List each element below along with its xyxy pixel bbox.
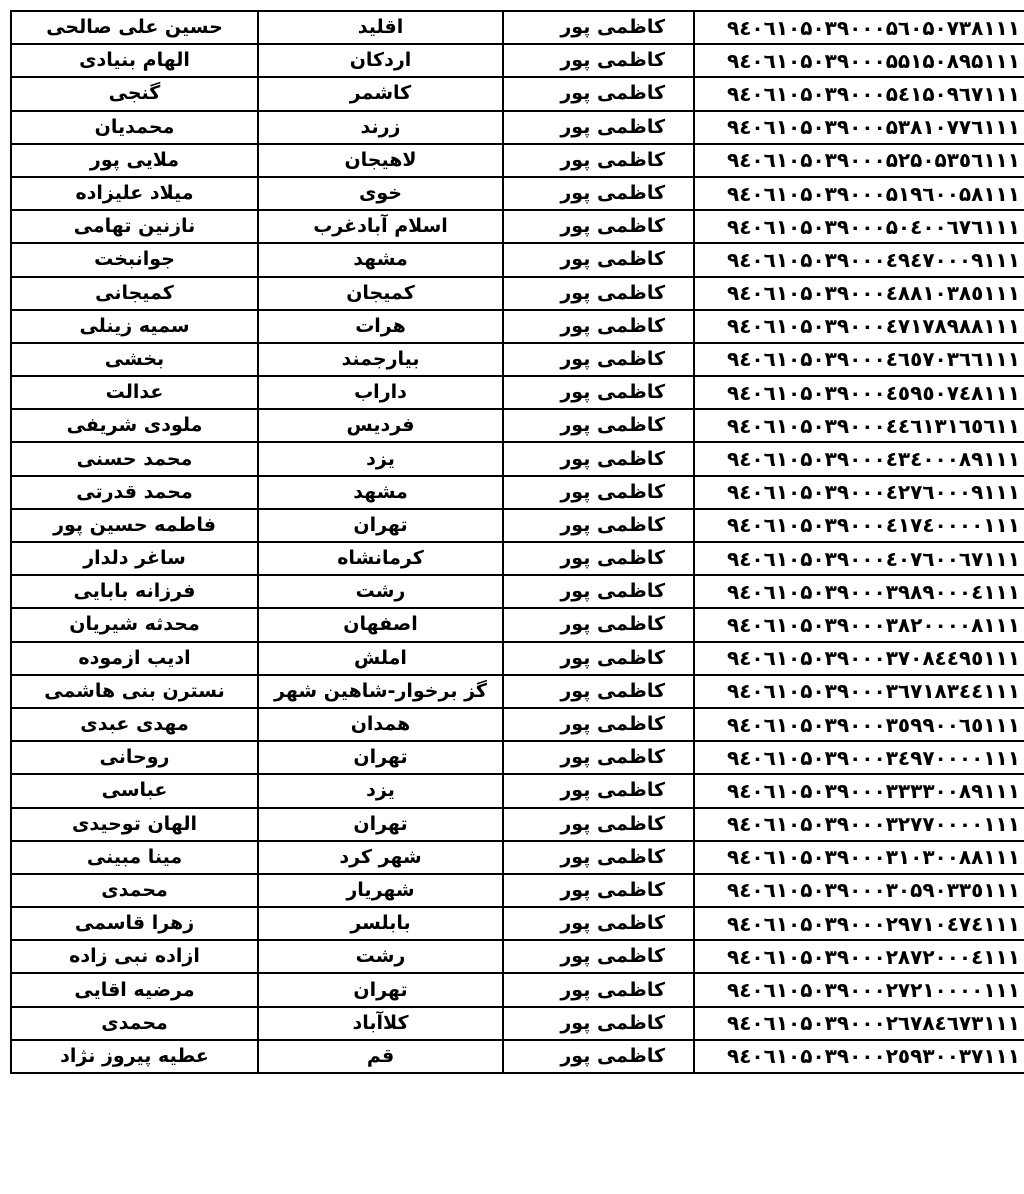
agent-cell: کاظمی پور [503,642,694,675]
table-row [11,973,1024,1006]
tracking-code-cell: ۹٤۰٦۱۰۵۰۳۹۰۰۰۲۹۷۱۰٤۷٤۱۱۱ [694,907,1024,940]
city-cell: کاشمر [258,77,503,110]
tracking-code-cell: ۹٤۰٦۱۰۵۰۳۹۰۰۰۳٤۹۷۰۰۰۰۱۱۱ [694,741,1024,774]
tracking-code-cell: ۹٤۰٦۱۰۵۰۳۹۰۰۰٤٤٦۱۳۱٦٥٦۱۱ [694,409,1024,442]
table-row [11,774,1024,807]
tracking-code-cell: ۹٤۰٦۱۰۵۰۳۹۰۰۰٤۳٤۰۰۰۸۹۱۱۱ [694,442,1024,475]
tracking-code-cell: ۹٤۰٦۱۰۵۰۳۹۰۰۰۳٦۷۱۸۳٤٤۱۱۱ [694,675,1024,708]
table-row [11,310,1024,343]
agent-cell: کاظمی پور [503,1007,694,1040]
table-row [11,210,1024,243]
tracking-code-cell: ۹٤۰٦۱۰۵۰۳۹۰۰۰٤۲۷٦۰۰۰۹۱۱۱ [694,476,1024,509]
city-cell: بابلسر [258,907,503,940]
table-row [11,940,1024,973]
agent-cell: کاظمی پور [503,675,694,708]
city-cell: زرند [258,111,503,144]
person-name-cell: ملایی پور [11,144,258,177]
city-cell: کلاآباد [258,1007,503,1040]
table-row [11,642,1024,675]
table-row [11,409,1024,442]
tracking-code-cell: ۹٤۰٦۱۰۵۰۳۹۰۰۰٤٦٥۷۰۳٦٦۱۱۱ [694,343,1024,376]
tracking-code-cell: ۹٤۰٦۱۰۵۰۳۹۰۰۰۲٥۹۳۰۰۳۷۱۱۱ [694,1040,1024,1073]
agent-cell: کاظمی پور [503,774,694,807]
tracking-code-cell: ۹٤۰٦۱۰۵۰۳۹۰۰۰۲۸۷۲۰۰۰٤۱۱۱ [694,940,1024,973]
agent-cell: کاظمی پور [503,44,694,77]
person-name-cell: فرزانه بابایی [11,575,258,608]
agent-cell: کاظمی پور [503,708,694,741]
records-table-body [11,11,1024,1073]
tracking-code-cell: ۹٤۰٦۱۰۵۰۳۹۰۰۰۲۷۲۱۰۰۰۰۱۱۱ [694,973,1024,1006]
person-name-cell: ملودی شریفی [11,409,258,442]
agent-cell: کاظمی پور [503,243,694,276]
person-name-cell: جوانبخت [11,243,258,276]
table-row [11,808,1024,841]
person-name-cell: محمدی [11,874,258,907]
city-cell: شهریار [258,874,503,907]
person-name-cell: ساغر دلدار [11,542,258,575]
tracking-code-cell: ۹٤۰٦۱۰۵۰۳۹۰۰۰٤۱۷٤۰۰۰۰۱۱۱ [694,509,1024,542]
person-name-cell: مهدی عبدی [11,708,258,741]
table-row [11,476,1024,509]
city-cell: اصفهان [258,608,503,641]
person-name-cell: محمد قدرتی [11,476,258,509]
city-cell: هرات [258,310,503,343]
table-row [11,841,1024,874]
tracking-code-cell: ۹٤۰٦۱۰۵۰۳۹۰۰۰۵۲۵۰۵۳٥٦۱۱۱ [694,144,1024,177]
person-name-cell: الهام بنیادی [11,44,258,77]
person-name-cell: محدثه شیریان [11,608,258,641]
city-cell: یزد [258,442,503,475]
table-row [11,442,1024,475]
person-name-cell: سمیه زینلی [11,310,258,343]
tracking-code-cell: ۹٤۰٦۱۰۵۰۳۹۰۰۰٤۰۷٦۰۰٦۷۱۱۱ [694,542,1024,575]
agent-cell: کاظمی پور [503,277,694,310]
agent-cell: کاظمی پور [503,177,694,210]
city-cell: کمیجان [258,277,503,310]
tracking-code-cell: ۹٤۰٦۱۰۵۰۳۹۰۰۰٤۷۱۷۸۹۸۸۱۱۱ [694,310,1024,343]
agent-cell: کاظمی پور [503,111,694,144]
agent-cell: کاظمی پور [503,376,694,409]
person-name-cell: حسین علی صالحی [11,11,258,44]
person-name-cell: ازاده نبی زاده [11,940,258,973]
tracking-code-cell: ۹٤۰٦۱۰۵۰۳۹۰۰۰۵۵۱۵۰۸۹۵۱۱۱ [694,44,1024,77]
city-cell: بیارجمند [258,343,503,376]
agent-cell: کاظمی پور [503,1040,694,1073]
tracking-code-cell: ۹٤۰٦۱۰۵۰۳۹۰۰۰٤۸۸۱۰۳۸٥۱۱۱ [694,277,1024,310]
person-name-cell: زهرا قاسمی [11,907,258,940]
city-cell: گز برخوار-شاهین شهر [258,675,503,708]
city-cell: خوی [258,177,503,210]
table-row [11,608,1024,641]
city-cell: رشت [258,575,503,608]
city-cell: تهران [258,973,503,1006]
person-name-cell: محمد حسنی [11,442,258,475]
person-name-cell: کمیجانی [11,277,258,310]
agent-cell: کاظمی پور [503,841,694,874]
city-cell: یزد [258,774,503,807]
tracking-code-cell: ۹٤۰٦۱۰۵۰۳۹۰۰۰۳۰۵۹۰۳۳٥۱۱۱ [694,874,1024,907]
table-row [11,243,1024,276]
records-sheet [10,10,1020,1074]
city-cell: داراب [258,376,503,409]
table-row [11,11,1024,44]
person-name-cell: مرضیه اقایی [11,973,258,1006]
agent-cell: کاظمی پور [503,741,694,774]
person-name-cell: گنجی [11,77,258,110]
city-cell: مشهد [258,243,503,276]
agent-cell: کاظمی پور [503,973,694,1006]
person-name-cell: ادیب ازموده [11,642,258,675]
table-row [11,1040,1024,1073]
agent-cell: کاظمی پور [503,874,694,907]
table-row [11,575,1024,608]
agent-cell: کاظمی پور [503,310,694,343]
city-cell: فردیس [258,409,503,442]
table-row [11,874,1024,907]
city-cell: اردکان [258,44,503,77]
tracking-code-cell: ۹٤۰٦۱۰۵۰۳۹۰۰۰۵٦۰۵۰۷۳۸۱۱۱ [694,11,1024,44]
city-cell: کرمانشاه [258,542,503,575]
agent-cell: کاظمی پور [503,575,694,608]
tracking-code-cell: ۹٤۰٦۱۰۵۰۳۹۰۰۰۲٦۷۸٤٦۷۳۱۱۱ [694,1007,1024,1040]
table-row [11,144,1024,177]
table-row [11,177,1024,210]
agent-cell: کاظمی پور [503,542,694,575]
tracking-code-cell: ۹٤۰٦۱۰۵۰۳۹۰۰۰۵۳۸۱۰۷۷٦۱۱۱ [694,111,1024,144]
table-row [11,77,1024,110]
agent-cell: کاظمی پور [503,77,694,110]
table-row [11,44,1024,77]
table-row [11,111,1024,144]
tracking-code-cell: ۹٤۰٦۱۰۵۰۳۹۰۰۰۵۰٤۰۰٦۷٦۱۱۱ [694,210,1024,243]
agent-cell: کاظمی پور [503,409,694,442]
table-row [11,277,1024,310]
agent-cell: کاظمی پور [503,808,694,841]
city-cell: شهر کرد [258,841,503,874]
person-name-cell: الهان توحیدی [11,808,258,841]
agent-cell: کاظمی پور [503,907,694,940]
table-row [11,343,1024,376]
tracking-code-cell: ۹٤۰٦۱۰۵۰۳۹۰۰۰۳۷۰۸٤٤۹٥۱۱۱ [694,642,1024,675]
city-cell: اقلید [258,11,503,44]
person-name-cell: بخشی [11,343,258,376]
person-name-cell: عدالت [11,376,258,409]
agent-cell: کاظمی پور [503,442,694,475]
table-row [11,509,1024,542]
tracking-code-cell: ۹٤۰٦۱۰۵۰۳۹۰۰۰۳۸۲۰۰۰۰۸۱۱۱ [694,608,1024,641]
tracking-code-cell: ۹٤۰٦۱۰۵۰۳۹۰۰۰۳۱۰۳۰۰۸۸۱۱۱ [694,841,1024,874]
city-cell: تهران [258,808,503,841]
tracking-code-cell: ۹٤۰٦۱۰۵۰۳۹۰۰۰۵۱۹٦۰۰۵۸۱۱۱ [694,177,1024,210]
city-cell: لاهیجان [258,144,503,177]
city-cell: مشهد [258,476,503,509]
table-row [11,907,1024,940]
person-name-cell: نسترن بنی هاشمی [11,675,258,708]
table-row [11,1007,1024,1040]
city-cell: رشت [258,940,503,973]
table-row [11,708,1024,741]
person-name-cell: فاطمه حسین پور [11,509,258,542]
table-row [11,376,1024,409]
person-name-cell: مینا مبینی [11,841,258,874]
records-table [10,10,1024,1074]
tracking-code-cell: ۹٤۰٦۱۰۵۰۳۹۰۰۰۳٥۹۹۰۰٦٥۱۱۱ [694,708,1024,741]
table-row [11,675,1024,708]
tracking-code-cell: ۹٤۰٦۱۰۵۰۳۹۰۰۰۳۲۷۷۰۰۰۰۱۱۱ [694,808,1024,841]
person-name-cell: عطیه پیروز نژاد [11,1040,258,1073]
city-cell: قم [258,1040,503,1073]
agent-cell: کاظمی پور [503,144,694,177]
person-name-cell: محمدیان [11,111,258,144]
agent-cell: کاظمی پور [503,608,694,641]
city-cell: اسلام آبادغرب [258,210,503,243]
agent-cell: کاظمی پور [503,940,694,973]
city-cell: تهران [258,509,503,542]
person-name-cell: میلاد علیزاده [11,177,258,210]
tracking-code-cell: ۹٤۰٦۱۰۵۰۳۹۰۰۰۳۳۳۳۰۰۸۹۱۱۱ [694,774,1024,807]
table-row [11,741,1024,774]
agent-cell: کاظمی پور [503,11,694,44]
city-cell: تهران [258,741,503,774]
person-name-cell: روحانی [11,741,258,774]
agent-cell: کاظمی پور [503,210,694,243]
person-name-cell: عباسی [11,774,258,807]
tracking-code-cell: ۹٤۰٦۱۰۵۰۳۹۰۰۰٤۹٤۷۰۰۰۹۱۱۱ [694,243,1024,276]
tracking-code-cell: ۹٤۰٦۱۰۵۰۳۹۰۰۰۳۹۸۹۰۰۰٤۱۱۱ [694,575,1024,608]
agent-cell: کاظمی پور [503,509,694,542]
table-row [11,542,1024,575]
person-name-cell: محمدی [11,1007,258,1040]
city-cell: همدان [258,708,503,741]
person-name-cell: نازنین تهامی [11,210,258,243]
agent-cell: کاظمی پور [503,476,694,509]
city-cell: املش [258,642,503,675]
agent-cell: کاظمی پور [503,343,694,376]
tracking-code-cell: ۹٤۰٦۱۰۵۰۳۹۰۰۰٤٥۹٥۰۷٤۸۱۱۱ [694,376,1024,409]
tracking-code-cell: ۹٤۰٦۱۰۵۰۳۹۰۰۰۵٤۱۵۰۹٦۷۱۱۱ [694,77,1024,110]
